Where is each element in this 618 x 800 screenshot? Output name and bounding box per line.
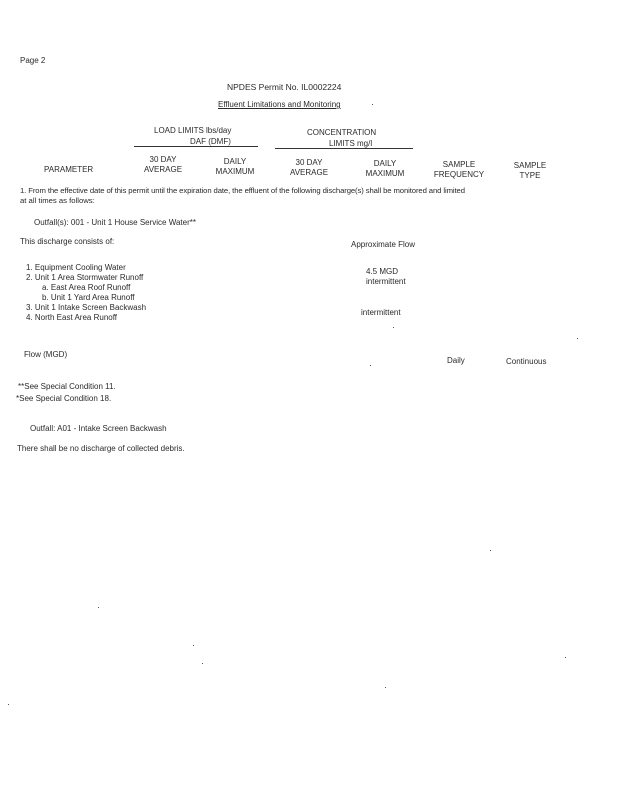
column-sample-type-l2: TYPE: [519, 171, 541, 180]
outfall-a01-title: Outfall: A01 - Intake Screen Backwash: [30, 424, 167, 433]
concentration-units: LIMITS mg/l: [329, 139, 373, 148]
intro-line-2: at all times as follows:: [20, 196, 95, 205]
approximate-flow-header: Approximate Flow: [351, 240, 416, 249]
intro-line-1: 1. From the effective date of this permit until the expiration date, the effluent of the following discharge(s) shall be monitored and limited: [20, 186, 465, 195]
outfall-001-title: Outfall(s): 001 - Unit 1 House Service Water**: [34, 218, 196, 227]
load-limits-header: LOAD LIMITS lbs/day: [154, 126, 232, 135]
footnote-special-condition-11: **See Special Condition 11.: [18, 382, 116, 391]
load-limits-rule: [134, 146, 258, 147]
concentration-rule: [275, 148, 413, 149]
permit-title: NPDES Permit No. IL0002224: [227, 82, 342, 92]
column-conc-30day-l2: AVERAGE: [289, 168, 329, 177]
column-parameter: PARAMETER: [44, 165, 94, 174]
section-title: Effluent Limitations and Monitoring: [218, 100, 341, 109]
column-load-daily-l1: DAILY: [223, 157, 247, 166]
concentration-header: CONCENTRATION: [307, 128, 377, 137]
flow-value: 4.5 MGD: [366, 267, 399, 276]
column-sample-type-l1: SAMPLE: [513, 161, 547, 170]
flow-sample-type: Continuous: [506, 357, 547, 366]
scan-speck: [8, 704, 9, 705]
flow-value: intermittent: [361, 308, 401, 317]
scan-speck: [565, 657, 566, 658]
list-item: 3. Unit 1 Intake Screen Backwash: [26, 303, 147, 312]
page-number: Page 2: [20, 56, 46, 65]
column-conc-daily-l1: DAILY: [373, 159, 397, 168]
scan-speck: [370, 365, 371, 366]
scan-speck: [577, 338, 578, 339]
discharge-consists-of: This discharge consists of:: [20, 237, 115, 246]
column-sample-frequency-l1: SAMPLE: [442, 160, 476, 169]
column-conc-30day-l1: 30 DAY: [295, 158, 323, 167]
scan-speck: [193, 645, 194, 646]
scan-speck: [372, 104, 373, 105]
scan-speck: [385, 687, 386, 688]
flow-parameter: Flow (MGD): [24, 350, 68, 359]
no-discharge-statement: There shall be no discharge of collected debris.: [17, 444, 185, 453]
list-item: 1. Equipment Cooling Water: [26, 263, 126, 272]
load-limits-units: DAF (DMF): [190, 137, 231, 146]
column-sample-frequency-l2: FREQUENCY: [433, 170, 485, 179]
column-load-daily-l2: MAXIMUM: [215, 167, 255, 176]
list-item: a. East Area Roof Runoff: [42, 283, 131, 292]
flow-value: intermittent: [366, 277, 406, 286]
scan-speck: [393, 327, 394, 328]
list-item: 4. North East Area Runoff: [26, 313, 118, 322]
scan-speck: [98, 607, 99, 608]
column-conc-daily-l2: MAXIMUM: [365, 169, 405, 178]
footnote-special-condition-18: *See Special Condition 18.: [16, 394, 112, 403]
scan-speck: [490, 550, 491, 551]
list-item: 2. Unit 1 Area Stormwater Runoff: [26, 273, 144, 282]
column-load-30day-l1: 30 DAY: [149, 155, 177, 164]
scan-speck: [202, 663, 203, 664]
list-item: b. Unit 1 Yard Area Runoff: [42, 293, 135, 302]
column-load-30day-l2: AVERAGE: [143, 165, 183, 174]
flow-sample-frequency: Daily: [447, 356, 465, 365]
